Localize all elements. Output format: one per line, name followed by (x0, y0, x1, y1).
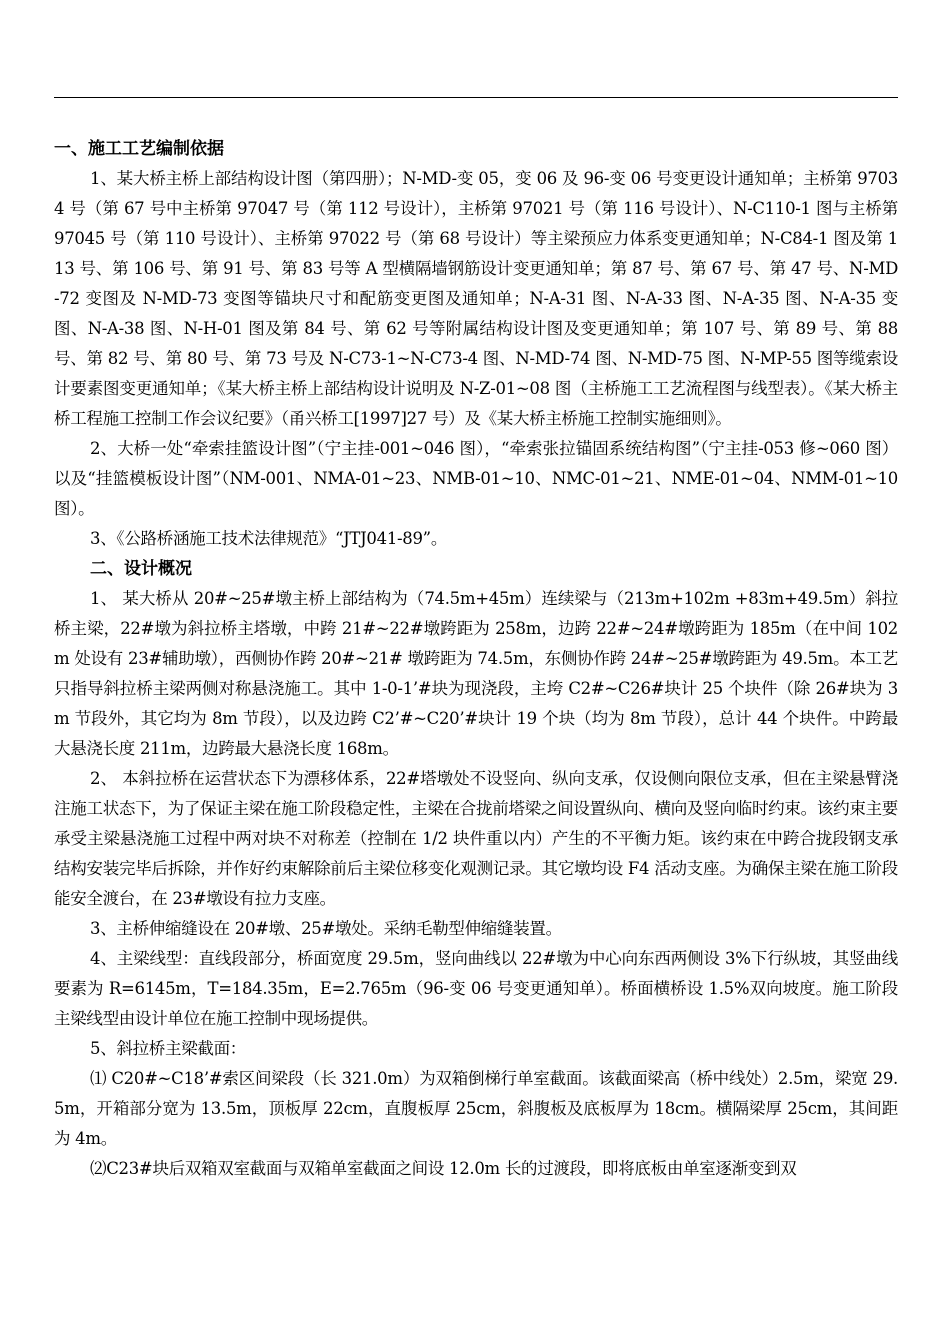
paragraph-overview-4: 4、主梁线型：直线段部分，桥面宽度 29.5m，竖向曲线以 22#墩为中心向东西两侧设 3%下行纵坡，其竖曲线要素为 R=6145m，T=184.35m，E=2.765m（96-变 06 号变更通知单）。桥面横桥设 1.5%双向坡度。施工阶段主梁线型由设计单位在施工控制中现场提供。 (54, 949, 898, 1028)
document-body (54, 134, 898, 1184)
section-heading-basis: 一、施工工艺编制依据 (54, 139, 224, 159)
paragraph-basis-3: 3、《公路桥涵施工技术法律规范》“JTJ041-89”。 (90, 529, 448, 548)
paragraph-overview-5-2: ⑵C23#块后双箱双室截面与双箱单室截面之间设 12.0m 长的过渡段，即将底板由单室逐渐变到双 (90, 1159, 797, 1178)
paragraph-overview-5: 5、斜拉桥主梁截面： (90, 1039, 246, 1058)
paragraph-overview-3: 3、主桥伸缩缝设在 20#墩、25#墩处。采纳毛勒型伸缩缝装置。 (90, 919, 562, 938)
paragraph-basis-1: 1、某大桥主桥上部结构设计图（第四册）；N-MD-变 05，变 06 及 96-变 06 号变更设计通知单；主桥第 97034 号（第 67 号中主桥第 97047 号（第 112 号设计），主桥第 97021 号（第 116 号设计）、N-C110-1 图与主桥第 97045 号（第 110 号设计）、主桥第 97022 号（第 68 号设计）等主梁预应力体系变更通知单；N-C84-1 图及第 113 号、第 106 号、第 91 号、第 83 号等 A 型横隔墙钢筋设计变更通知单；第 87 号、第 67 号、第 47 号、N-MD-72 变图及 N-MD-73 变图等锚块尺寸和配筋变更图及通知单；N-A-31 图、N-A-33 图、N-A-35 图、N-A-35 变图、N-A-38 图、N-H-01 图及第 84 号、第 62 号等附属结构设计图及变更通知单；第 107 号、第 89 号、第 88 号、第 82 号、第 80 号、第 73 号及 N-C73-1~N-C73-4 图、N-MD-74 图、N-MD-75 图、N-MP-55 图等缆索设计要素图变更通知单；《某大桥主桥上部结构设计说明及 N-Z-01~08 图（主桥施工工艺流程图与线型表）。《某大桥主桥工程施工控制工作会议纪要》（甬兴桥工[1997]27 号）及《某大桥主桥施工控制实施细则》。 (54, 169, 898, 428)
paragraph-overview-2: 2、 本斜拉桥在运营状态下为漂移体系，22#塔墩处不设竖向、纵向支承，仅设侧向限位支承，但在主梁悬臂浇注施工状态下，为了保证主梁在施工阶段稳定性，主梁在合拢前塔梁之间设置纵向、横向及竖向临时约束。该约束主要承受主梁悬浇施工过程中两对块不对称差（控制在 1/2 块件重以内）产生的不平衡力矩。该约束在中跨合拢段钢支承结构安装完毕后拆除，并作好约束解除前后主梁位移变化观测记录。其它墩均设 F4 活动支座。为确保主梁在施工阶段能安全渡台，在 23#墩设有拉力支座。 (54, 769, 898, 908)
paragraph-overview-5-1: ⑴ C20#~C18’#索区间梁段（长 321.0m）为双箱倒梯行单室截面。该截面梁高（桥中线处）2.5m，梁宽 29.5m，开箱部分宽为 13.5m，顶板厚 22cm，直腹板厚 25cm，斜腹板及底板厚为 18cm。横隔梁厚 25cm，其间距为 4m。 (54, 1069, 898, 1148)
paragraph-overview-1: 1、 某大桥从 20#~25#墩主桥上部结构为（74.5m+45m）连续梁与（213m+102m +83m+49.5m）斜拉桥主梁，22#墩为斜拉桥主塔墩，中跨 21#~22#墩跨距为 258m，边跨 22#~24#墩跨距为 185m（在中间 102m 处设有 23#辅助墩），西侧协作跨 20#~21# 墩跨距为 74.5m，东侧协作跨 24#~25#墩跨距为 49.5m。本工艺只指导斜拉桥主梁两侧对称悬浇施工。其中 1-0-1’#块为现浇段，主垮 C2#~C26#块计 25 个块件（除 26#块为 3m 节段外，其它均为 8m 节段），以及边跨 C2’#~C20’#块计 19 个块（均为 8m 节段），总计 44 个块件。中跨最大悬浇长度 211m，边跨最大悬浇长度 168m。 (54, 589, 898, 758)
paragraph-basis-2: 2、大桥一处“牵索挂篮设计图”（宁主挂-001~046 图），“牵索张拉锚固系统结构图”（宁主挂-053 修~060 图）以及“挂篮模板设计图”（NM-001、NMA-01~23、NMB-01~10、NMC-01~21、NME-01~04、NMM-01~10 图）。 (54, 439, 898, 518)
header-rule (54, 97, 898, 98)
section-heading-overview: 二、设计概况 (90, 559, 192, 579)
